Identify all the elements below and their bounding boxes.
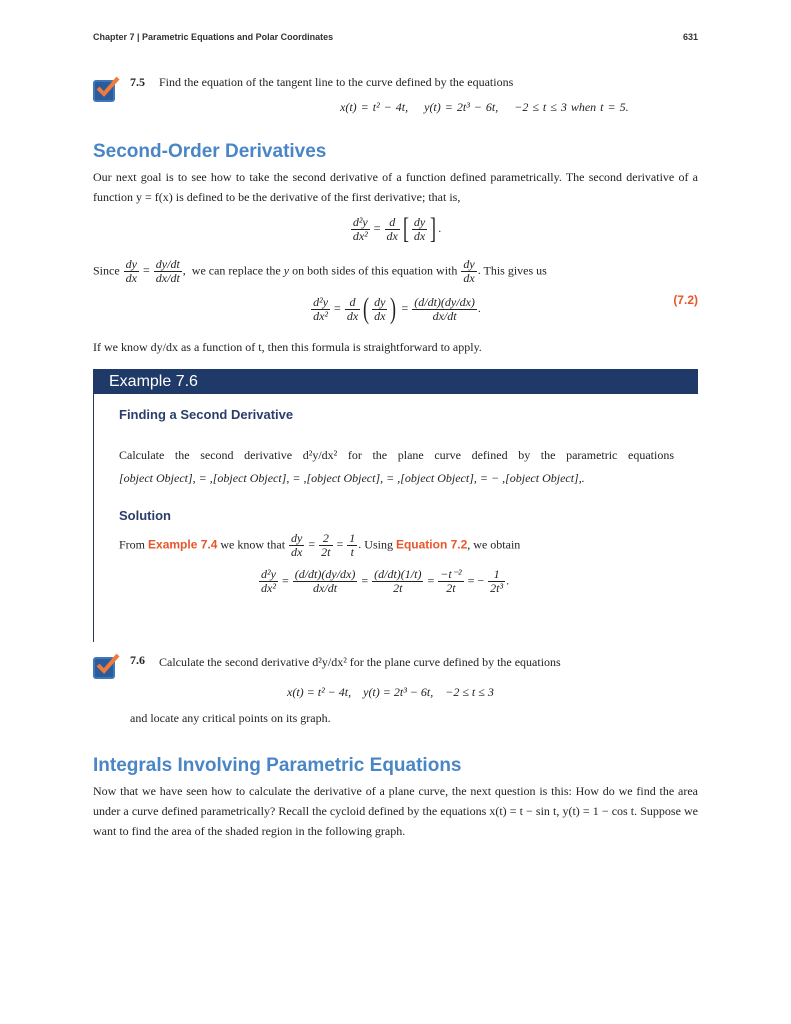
math-symbol: = bbox=[140, 263, 153, 278]
bracket-group bbox=[361, 294, 398, 324]
denominator: dx bbox=[125, 271, 137, 285]
example-equation: [object Object], = ,[object Object], = ,[object Object], = ,[object Object], = − ,[object Object],. bbox=[119, 471, 585, 485]
numerator: (d/dt)(dy/dx) bbox=[414, 294, 475, 309]
fraction bbox=[372, 568, 423, 595]
text: Since bbox=[93, 263, 120, 278]
math-symbol: = bbox=[331, 300, 344, 315]
checkpoint-number: 7.5 bbox=[130, 75, 145, 89]
math bbox=[288, 531, 362, 559]
numerator: d²y bbox=[261, 567, 276, 581]
fraction bbox=[385, 216, 400, 243]
denominator: dx bbox=[413, 228, 426, 243]
checkpoint-icon bbox=[93, 657, 115, 679]
fraction bbox=[259, 568, 278, 595]
checkpoint-equation: x(t) = t² − 4t, y(t) = 2t³ − 6t, −2 ≤ t ≤ 3 bbox=[287, 685, 494, 699]
fraction bbox=[124, 258, 139, 285]
equation-label: (7.2) bbox=[673, 293, 698, 307]
numerator: dy bbox=[125, 257, 137, 271]
numerator: dy/dt bbox=[155, 257, 180, 271]
fraction bbox=[311, 296, 330, 323]
denominator: dx bbox=[291, 545, 303, 559]
example-header bbox=[93, 369, 698, 394]
math bbox=[123, 257, 186, 285]
close-bracket: ) bbox=[390, 292, 397, 325]
checkpoint-icon bbox=[93, 80, 115, 102]
text: This gives us bbox=[483, 263, 547, 278]
fraction bbox=[351, 216, 370, 243]
fraction bbox=[372, 296, 387, 323]
denominator: dx/dt bbox=[155, 271, 180, 285]
checkpoint-text: Calculate the second derivative d²y/dx² for the plane curve defined by the equations bbox=[159, 655, 561, 669]
math-symbol: . bbox=[438, 220, 442, 235]
checkpoint-text: Find the equation of the tangent line to the curve defined by the equations bbox=[159, 75, 514, 89]
math-symbol: . bbox=[358, 537, 362, 552]
link-example-7-4[interactable]: Example 7.4 bbox=[148, 537, 218, 552]
paragraph bbox=[93, 258, 547, 285]
numerator: −t⁻² bbox=[440, 567, 462, 581]
numerator: d²y bbox=[352, 214, 368, 229]
numerator: d bbox=[345, 296, 360, 310]
denominator: 2t³ bbox=[490, 581, 504, 595]
denominator: dx bbox=[463, 271, 475, 285]
math-symbol: . bbox=[477, 300, 481, 315]
fraction bbox=[461, 258, 476, 285]
checkpoint-text: and locate any critical points on its graph. bbox=[130, 711, 331, 725]
solution-text bbox=[119, 532, 520, 559]
example-border bbox=[93, 394, 94, 642]
example-prompt: Calculate the second derivative d²y/dx² for the plane curve defined by the parametric equations bbox=[119, 448, 674, 462]
math: y bbox=[283, 263, 290, 278]
numerator: d²y bbox=[313, 294, 329, 309]
math-symbol: = bbox=[333, 537, 347, 552]
numerator: dy bbox=[291, 531, 303, 545]
checkpoint-equation: x(t) = t² − 4t, y(t) = 2t³ − 6t, −2 ≤ t ≤ 3 when t = 5. bbox=[340, 100, 629, 114]
paragraph: Now that we have seen how to calculate the derivative of a plane curve, the next question is this: How do we find the area under a curve defined parametrically? Recall the cycloid defined by the equations x(t) = t − sin t, y(t) = 1 − cos t. Suppose we want to find the area of the shaded region in the following graph. bbox=[93, 784, 698, 838]
close-bracket: ] bbox=[430, 212, 437, 245]
text: Using bbox=[364, 537, 393, 552]
running-header: Chapter 7 | Parametric Equations and Polar Coordinates bbox=[93, 32, 334, 42]
denominator: t bbox=[350, 545, 354, 559]
math-symbol: , bbox=[182, 263, 186, 278]
text: on both sides of this equation with bbox=[292, 263, 458, 278]
numerator: 2 bbox=[319, 532, 332, 546]
equation bbox=[93, 214, 698, 244]
denominator: 2t bbox=[446, 581, 456, 595]
fraction bbox=[289, 532, 304, 559]
solution-equation bbox=[258, 568, 509, 595]
math-symbol: = − bbox=[464, 573, 488, 588]
checkpoint-number: 7.6 bbox=[130, 653, 145, 667]
numerator: dy bbox=[463, 257, 475, 271]
math-symbol: = bbox=[370, 220, 384, 235]
text: we know that bbox=[220, 537, 286, 552]
numerator: d bbox=[385, 216, 400, 230]
math-symbol: = bbox=[305, 537, 319, 552]
denominator: 2t bbox=[393, 581, 403, 595]
denominator: dx² bbox=[352, 228, 368, 243]
fraction bbox=[319, 532, 332, 559]
fraction bbox=[154, 258, 182, 285]
example-subtitle: Finding a Second Derivative bbox=[119, 407, 294, 422]
fraction bbox=[347, 532, 357, 559]
open-bracket: [ bbox=[402, 212, 409, 245]
math bbox=[460, 257, 481, 285]
section-heading: Second-Order Derivatives bbox=[93, 141, 327, 162]
fraction bbox=[345, 296, 360, 323]
text: we can replace the bbox=[191, 263, 281, 278]
denominator: dx/dt bbox=[432, 308, 457, 323]
numerator: (d/dt)(dy/dx) bbox=[294, 567, 356, 581]
numerator: 1 bbox=[349, 531, 356, 545]
bracket-group bbox=[401, 214, 438, 244]
fraction bbox=[412, 216, 427, 243]
fraction bbox=[488, 568, 505, 595]
numerator: dy bbox=[374, 294, 386, 309]
math-symbol: = bbox=[424, 573, 438, 588]
denominator: 2t bbox=[321, 545, 331, 559]
solution-heading: Solution bbox=[119, 508, 171, 523]
math-symbol: = bbox=[398, 300, 412, 315]
numerator: 1 bbox=[488, 568, 505, 582]
denominator: dx bbox=[386, 228, 398, 243]
fraction bbox=[438, 568, 463, 595]
denominator: dx² bbox=[313, 308, 329, 323]
fraction bbox=[412, 296, 477, 323]
denominator: dx bbox=[374, 308, 386, 323]
numerator: (d/dt)(1/t) bbox=[374, 567, 422, 581]
math-symbol: = bbox=[278, 573, 292, 588]
math-symbol: . bbox=[506, 573, 510, 588]
open-bracket: ( bbox=[363, 292, 370, 325]
link-equation-7-2[interactable]: Equation 7.2 bbox=[395, 537, 468, 552]
example-title: Example 7.6 bbox=[109, 373, 198, 390]
numerator: dy bbox=[413, 214, 426, 229]
denominator: dx bbox=[346, 308, 359, 323]
paragraph: Our next goal is to see how to take the second derivative of a function defined parametrically. The second derivative of a function y = f(x) is defined to be the derivative of the first derivative; that is, bbox=[93, 170, 698, 204]
text: , we obtain bbox=[467, 537, 521, 552]
text: From bbox=[119, 537, 146, 552]
page-number: 631 bbox=[682, 32, 698, 42]
fraction bbox=[293, 568, 358, 595]
section-heading: Integrals Involving Parametric Equations bbox=[93, 755, 462, 776]
paragraph: If we know dy/dx as a function of t, then this formula is straightforward to apply. bbox=[93, 340, 482, 354]
math-symbol: . bbox=[477, 263, 481, 278]
denominator: dx² bbox=[261, 581, 276, 595]
math-symbol: = bbox=[358, 573, 372, 588]
equation bbox=[93, 294, 698, 324]
denominator: dx/dt bbox=[313, 581, 338, 595]
